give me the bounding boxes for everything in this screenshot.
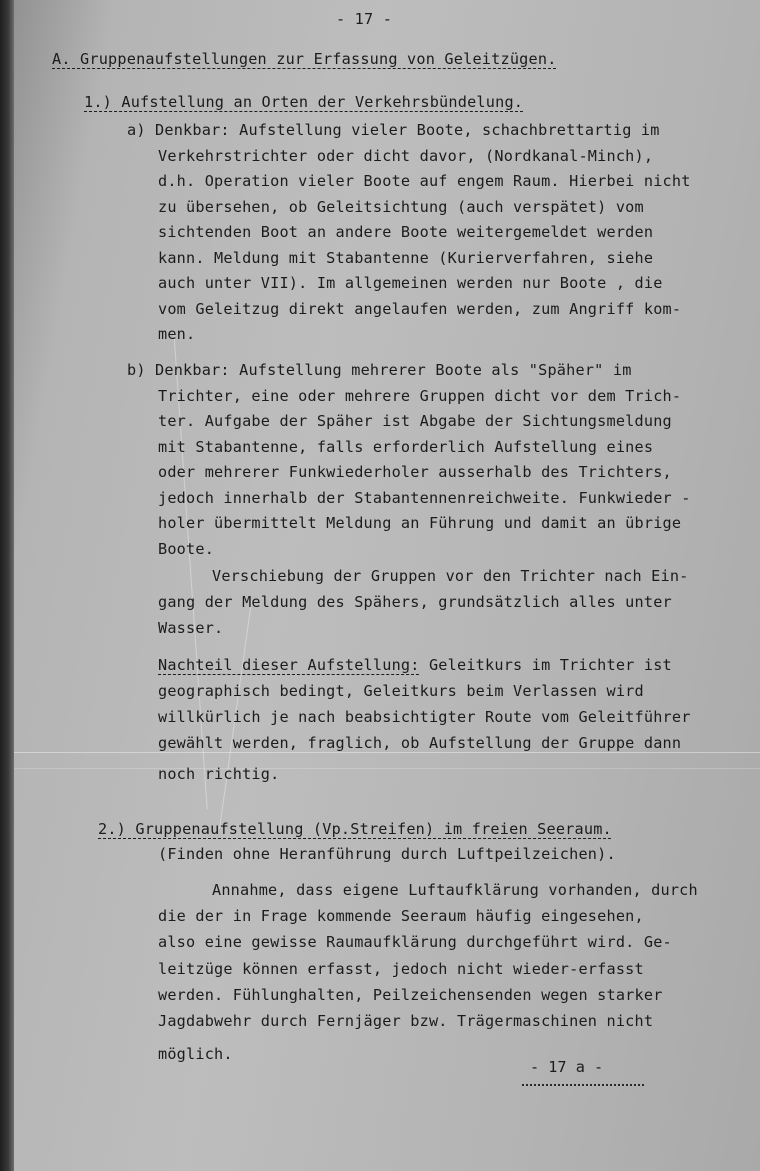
text-line: Wasser. [158, 619, 224, 637]
text-line: willkürlich je nach beabsichtigter Route vom Geleitführer [158, 708, 691, 726]
text-line: Verschiebung der Gruppen vor den Trichter nach Ein- [212, 567, 689, 585]
text-line: Jagdabwehr durch Fernjäger bzw. Trägermaschinen nicht [158, 1012, 654, 1030]
text-line: Verkehrstrichter oder dicht davor, (Nordkanal-Minch), [158, 147, 654, 165]
nachteil-first-line [158, 656, 672, 674]
text-line: jedoch innerhalb der Stabantennenreichweite. Funkwieder - [158, 489, 691, 507]
film-edge [0, 0, 14, 1171]
text-line: zu übersehen, ob Geleitsichtung (auch verspätet) vom [158, 198, 644, 216]
bottom-rule [522, 1084, 644, 1086]
text-line: a) Denkbar: Aufstellung vieler Boote, schachbrettartig im [127, 121, 660, 139]
text-line: geographisch bedingt, Geleitkurs beim Verlassen wird [158, 682, 644, 700]
text-line: b) Denkbar: Aufstellung mehrerer Boote als "Späher" im [127, 361, 632, 379]
text-line: leitzüge können erfasst, jedoch nicht wieder-erfasst [158, 960, 644, 978]
text-line: Geleitkurs im Trichter ist [419, 656, 672, 674]
text-line: mit Stabantenne, falls erforderlich Aufstellung eines [158, 438, 654, 456]
text-line: auch unter VII). Im allgemeinen werden nur Boote , die [158, 274, 663, 292]
text-line: men. [158, 325, 196, 343]
text-line: gewählt werden, fraglich, ob Aufstellung der Gruppe dann [158, 734, 682, 752]
subsection-2-note: (Finden ohne Heranführung durch Luftpeilzeichen). [158, 845, 616, 863]
text-line: also eine gewisse Raumaufklärung durchgeführt wird. Ge- [158, 933, 672, 951]
text-line: möglich. [158, 1045, 233, 1063]
text-line: die der in Frage kommende Seeraum häufig eingesehen, [158, 907, 644, 925]
text-line: Annahme, dass eigene Luftaufklärung vorhanden, durch [212, 881, 698, 899]
page-number-top: - 17 - [336, 10, 393, 28]
text-line: oder mehrerer Funkwiederholer ausserhalb des Trichters, [158, 463, 672, 481]
paper-crease-2 [14, 768, 760, 769]
section-heading: A. Gruppenaufstellungen zur Erfassung von Geleitzügen. [52, 50, 557, 68]
text-line: sichtenden Boot an andere Boote weitergemeldet werden [158, 223, 654, 241]
paper-crease [14, 752, 760, 753]
page-number-bottom: - 17 a - [530, 1058, 604, 1076]
text-line: vom Geleitzug direkt angelaufen werden, zum Angriff kom- [158, 300, 682, 318]
subsection-1-heading: 1.) Aufstellung an Orten der Verkehrsbündelung. [84, 93, 524, 111]
text-line: ter. Aufgabe der Späher ist Abgabe der Sichtungsmeldung [158, 412, 672, 430]
text-line: Boote. [158, 540, 215, 558]
text-line: werden. Fühlunghalten, Peilzeichensenden wegen starker [158, 986, 663, 1004]
text-line: kann. Meldung mit Stabantenne (Kurierverfahren, siehe [158, 249, 654, 267]
text-line: noch richtig. [158, 765, 280, 783]
text-line: Trichter, eine oder mehrere Gruppen dicht vor dem Trich- [158, 387, 682, 405]
subsection-2-heading: 2.) Gruppenaufstellung (Vp.Streifen) im freien Seeraum. [98, 820, 612, 838]
text-line: gang der Meldung des Spähers, grundsätzlich alles unter [158, 593, 672, 611]
text-line: holer übermittelt Meldung an Führung und damit an übrige [158, 514, 682, 532]
nachteil-label: Nachteil dieser Aufstellung: [158, 656, 420, 674]
text-line: d.h. Operation vieler Boote auf engem Raum. Hierbei nicht [158, 172, 691, 190]
